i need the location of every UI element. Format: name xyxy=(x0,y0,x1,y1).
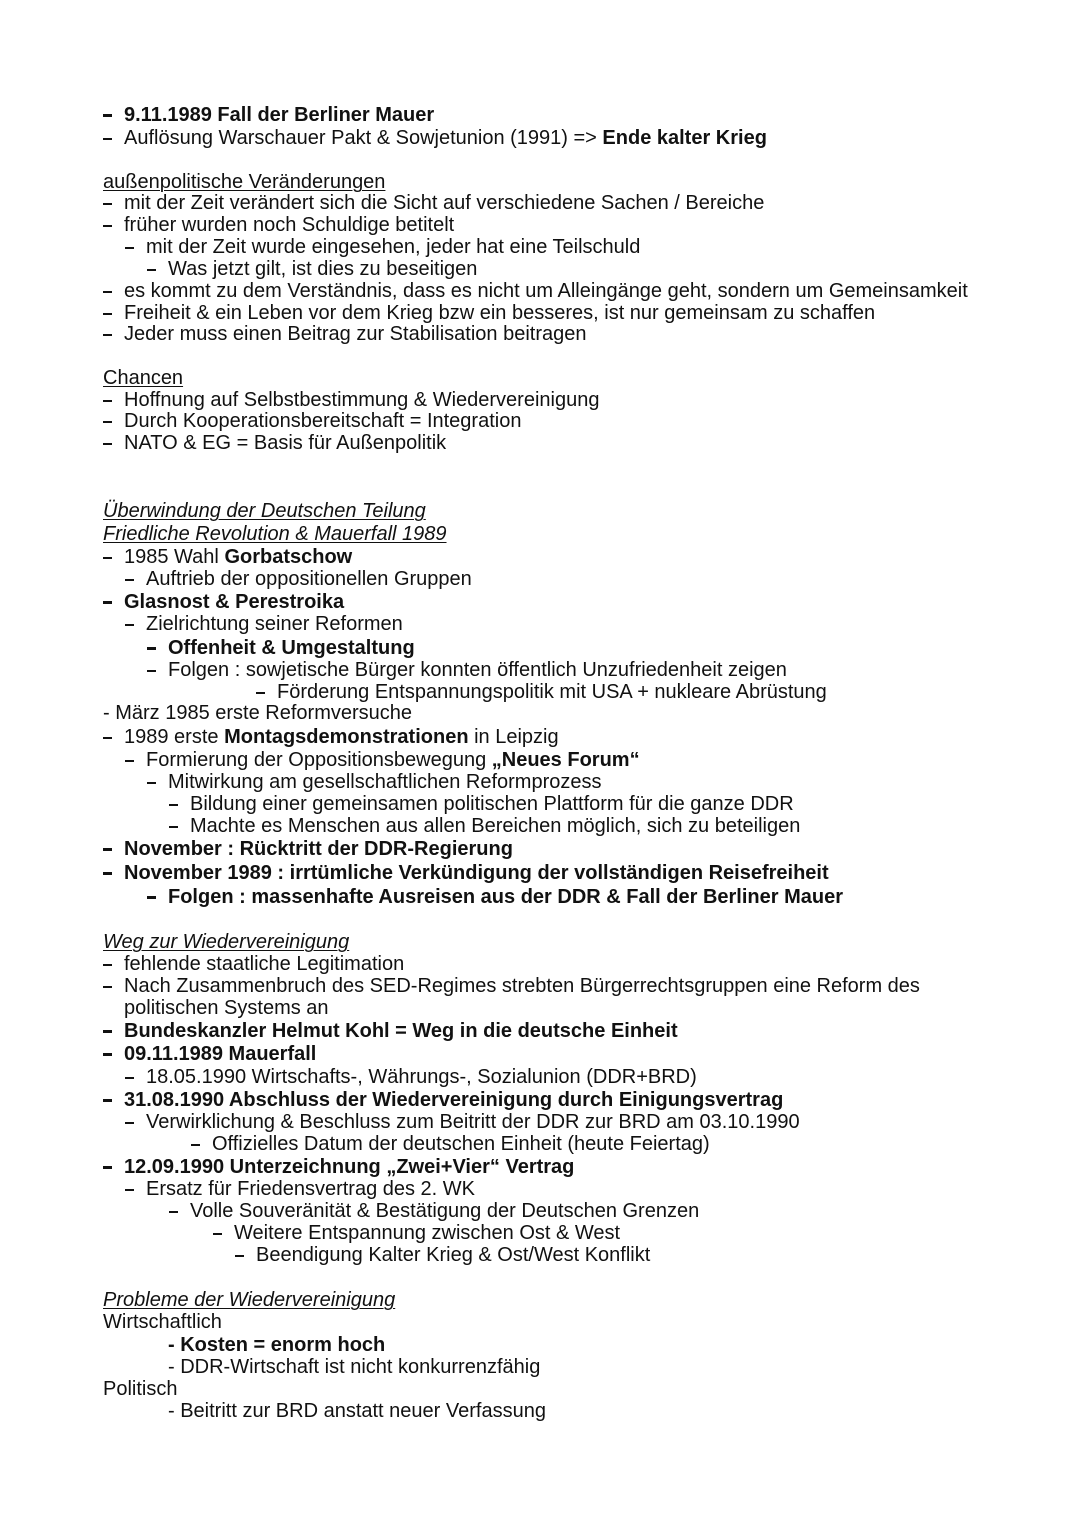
note-text: Auflösung Warschauer Pakt & Sowjetunion (1991) => xyxy=(124,127,603,149)
bullet xyxy=(147,771,168,793)
bullet xyxy=(103,1043,124,1065)
section-title: Überwindung der Deutschen Teilung xyxy=(103,500,426,522)
note-text: Jeder muss einen Beitrag zur Stabilisation beitragen xyxy=(124,323,587,345)
group-label: Politisch xyxy=(103,1378,178,1400)
note-line xyxy=(103,432,446,454)
note-line xyxy=(103,104,434,126)
note-text-bold: Montagsdemonstrationen xyxy=(224,726,469,748)
bullet xyxy=(125,1111,146,1133)
note-text-bold: November 1989 : irrtümliche Verkündigung der vollständigen Reisefreiheit xyxy=(124,862,829,884)
note-text: Verwirklichung & Beschluss zum Beitritt der DDR zur BRD am 03.10.1990 xyxy=(146,1111,800,1133)
group-label: Wirtschaftlich xyxy=(103,1311,222,1333)
note-line xyxy=(125,1066,697,1088)
note-text: es kommt zu dem Verständnis, dass es nicht um Alleingänge geht, sondern um Gemeinsamkeit xyxy=(124,280,968,302)
note-text: 18.05.1990 Wirtschafts-, Währungs-, Sozialunion (DDR+BRD) xyxy=(146,1066,697,1088)
bullet xyxy=(125,236,146,258)
note-text: Bildung einer gemeinsamen politischen Plattform für die ganze DDR xyxy=(190,793,794,815)
note-line xyxy=(147,258,477,280)
note-text: Was jetzt gilt, ist dies zu beseitigen xyxy=(168,258,478,280)
note-text: Freiheit & ein Leben vor dem Krieg bzw ein besseres, ist nur gemeinsam zu schaffen xyxy=(124,302,876,324)
note-line xyxy=(125,749,640,771)
bullet xyxy=(103,591,124,613)
note-line-continuation xyxy=(124,997,329,1019)
bullet xyxy=(169,793,190,815)
note-text-bold: Offenheit & Umgestaltung xyxy=(168,637,415,659)
note-text: 1985 Wahl xyxy=(124,546,225,568)
bullet xyxy=(103,1156,124,1178)
note-text: Auftrieb der oppositionellen Gruppen xyxy=(146,568,472,590)
bullet xyxy=(147,258,168,280)
note-line xyxy=(125,568,472,590)
bullet xyxy=(147,637,168,659)
note-text: Weitere Entspannung zwischen Ost & West xyxy=(234,1222,621,1244)
note-text: Volle Souveränität & Bestätigung der Deutschen Grenzen xyxy=(190,1200,700,1222)
note-text: Förderung Entspannungspolitik mit USA + nukleare Abrüstung xyxy=(277,681,827,703)
bullet xyxy=(125,749,146,771)
bullet xyxy=(103,302,124,324)
bullet xyxy=(169,815,190,837)
bullet xyxy=(103,214,124,236)
note-line xyxy=(169,1200,699,1222)
note-text: früher wurden noch Schuldige betitelt xyxy=(124,214,455,236)
note-text: Ersatz für Friedensvertrag des 2. WK xyxy=(146,1178,476,1200)
note-line xyxy=(103,1020,678,1042)
note-line xyxy=(147,637,415,659)
bullet xyxy=(125,1066,146,1088)
bullet xyxy=(103,1020,124,1042)
bullet xyxy=(103,953,124,975)
bullet xyxy=(103,726,124,748)
bullet xyxy=(103,410,124,432)
bullet xyxy=(125,568,146,590)
note-text-bold: Glasnost & Perestroika xyxy=(124,591,345,613)
note-text: Durch Kooperationsbereitschaft = Integration xyxy=(124,410,522,432)
note-text-bold: Bundeskanzler Helmut Kohl = Weg in die deutsche Einheit xyxy=(124,1020,678,1042)
note-line xyxy=(169,815,800,837)
note-line xyxy=(103,838,513,860)
section-subtitle: Friedliche Revolution & Mauerfall 1989 xyxy=(103,523,447,545)
note-text: fehlende staatliche Legitimation xyxy=(124,953,405,975)
note-line xyxy=(125,1178,475,1200)
bullet xyxy=(103,127,124,149)
note-line xyxy=(103,410,521,432)
section-heading: außenpolitische Veränderungen xyxy=(103,171,386,193)
note-line xyxy=(191,1133,710,1155)
bullet xyxy=(103,192,124,214)
bullet xyxy=(103,323,124,345)
bullet xyxy=(125,613,146,635)
bullet xyxy=(147,659,168,681)
note-text-bold: November : Rücktritt der DDR-Regierung xyxy=(124,838,513,860)
note-text: mit der Zeit verändert sich die Sicht auf verschiedene Sachen / Bereiche xyxy=(124,192,765,214)
note-text-bold: 12.09.1990 Unterzeichnung „Zwei+Vier“ Vertrag xyxy=(124,1156,575,1178)
bullet xyxy=(103,104,124,126)
note-text: Machte es Menschen aus allen Bereichen möglich, sich zu beteiligen xyxy=(190,815,801,837)
note-line xyxy=(103,591,344,613)
note-line xyxy=(103,192,764,214)
section-heading: Weg zur Wiedervereinigung xyxy=(103,931,350,953)
note-text-bold: Ende kalter Krieg xyxy=(602,127,767,149)
note-line xyxy=(125,613,403,635)
note-line xyxy=(103,389,599,411)
bullet xyxy=(103,546,124,568)
note-text: - März 1985 erste Reformversuche xyxy=(103,702,413,724)
bullet xyxy=(103,862,124,884)
note-line xyxy=(103,702,412,724)
note-text: in Leipzig xyxy=(468,726,559,748)
bullet xyxy=(213,1222,234,1244)
note-line xyxy=(103,862,829,884)
note-text-bold: 31.08.1990 Abschluss der Wiedervereinigung durch Einigungsvertrag xyxy=(124,1089,784,1111)
note-text-bold: Gorbatschow xyxy=(224,546,353,568)
note-line: - Kosten = enorm hoch xyxy=(168,1334,386,1356)
bullet xyxy=(103,280,124,302)
note-line xyxy=(103,726,559,748)
note-line xyxy=(147,771,602,793)
note-line xyxy=(103,1089,783,1111)
note-text-bold: „Neues Forum“ xyxy=(491,749,640,771)
note-line xyxy=(147,886,843,908)
note-line xyxy=(103,302,875,324)
note-line xyxy=(103,280,968,302)
note-line xyxy=(103,214,454,236)
note-text: politischen Systems an xyxy=(124,997,329,1019)
note-line xyxy=(103,323,586,345)
note-text-bold: 09.11.1989 Mauerfall xyxy=(124,1043,317,1065)
note-text: Formierung der Oppositionsbewegung xyxy=(146,749,492,771)
note-text: mit der Zeit wurde eingesehen, jeder hat eine Teilschuld xyxy=(146,236,641,258)
note-text: 1989 erste xyxy=(124,726,225,748)
bullet xyxy=(169,1200,190,1222)
section-heading: Chancen xyxy=(103,367,184,389)
note-line xyxy=(103,1156,574,1178)
note-line xyxy=(147,659,787,681)
bullet xyxy=(103,1089,124,1111)
note-line xyxy=(103,953,404,975)
note-text: Offizielles Datum der deutschen Einheit (heute Feiertag) xyxy=(212,1133,710,1155)
note-line: - DDR-Wirtschaft ist nicht konkurrenzfähig xyxy=(168,1356,541,1378)
bullet xyxy=(103,838,124,860)
bullet xyxy=(256,681,277,703)
note-line xyxy=(235,1244,650,1266)
note-line xyxy=(103,975,920,997)
note-line xyxy=(125,1111,800,1133)
bullet xyxy=(103,389,124,411)
note-line xyxy=(125,236,640,258)
note-text-bold: 9.11.1989 Fall der Berliner Mauer xyxy=(124,104,435,126)
note-line: - Beitritt zur BRD anstatt neuer Verfassung xyxy=(168,1400,546,1422)
note-line xyxy=(103,1043,316,1065)
bullet xyxy=(103,975,124,997)
section-heading: Probleme der Wiedervereinigung xyxy=(103,1289,396,1311)
note-text: Folgen : sowjetische Bürger konnten öffentlich Unzufriedenheit zeigen xyxy=(168,659,787,681)
bullet xyxy=(125,1178,146,1200)
note-text: Nach Zusammenbruch des SED-Regimes strebten Bürgerrechtsgruppen eine Reform des xyxy=(124,975,920,997)
bullet xyxy=(235,1244,256,1266)
note-text-bold: Folgen : massenhafte Ausreisen aus der DDR & Fall der Berliner Mauer xyxy=(168,886,843,908)
bullet xyxy=(103,432,124,454)
note-text: Beendigung Kalter Krieg & Ost/West Konflikt xyxy=(256,1244,651,1266)
note-line xyxy=(169,793,794,815)
note-line xyxy=(103,127,767,149)
bullet xyxy=(147,886,168,908)
note-text: Zielrichtung seiner Reformen xyxy=(146,613,403,635)
note-line xyxy=(213,1222,620,1244)
note-text: NATO & EG = Basis für Außenpolitik xyxy=(124,432,447,454)
note-line xyxy=(103,546,352,568)
note-text: Hoffnung auf Selbstbestimmung & Wiedervereinigung xyxy=(124,389,600,411)
note-line xyxy=(256,681,827,703)
note-text: Mitwirkung am gesellschaftlichen Reformprozess xyxy=(168,771,602,793)
bullet xyxy=(191,1133,212,1155)
